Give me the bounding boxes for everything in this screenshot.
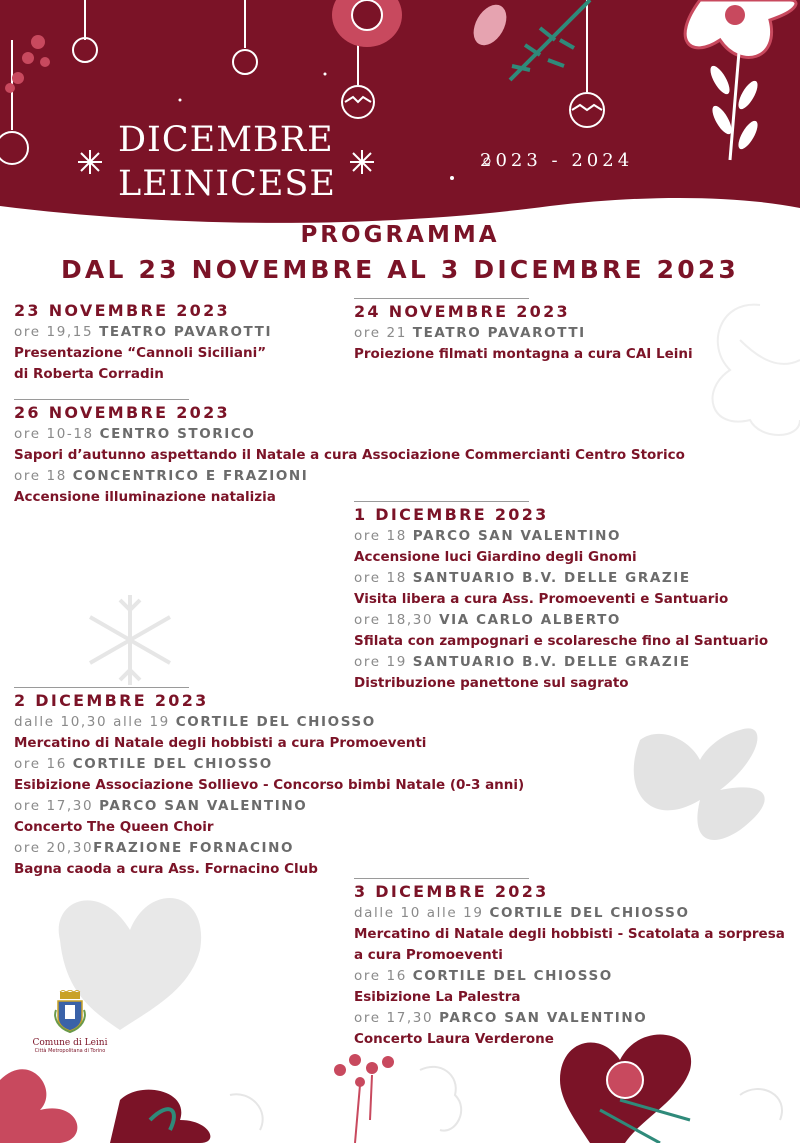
event-time: ore 19 SANTUARIO B.V. DELLE GRAZIE — [354, 654, 691, 670]
event-description: Visita libera a cura Ass. Promoeventi e Santuario — [354, 591, 729, 607]
day-section — [14, 399, 685, 508]
event-description: Sfilata con zampognari e scolaresche fino al Santuario — [354, 633, 769, 649]
event-time: ore 21 TEATRO PAVAROTTI — [354, 325, 586, 341]
event-description: Proiezione filmati montagna a cura CAI Leini — [354, 346, 693, 362]
event-time: ore 16 CORTILE DEL CHIOSSO — [14, 756, 273, 772]
day-section — [14, 687, 524, 880]
event-description: Mercatino di Natale degli hobbisti a cura Promoeventi — [14, 735, 427, 751]
header-years: 2023 - 2024 — [480, 150, 634, 171]
divider — [14, 687, 189, 688]
event-time: ore 17,30 PARCO SAN VALENTINO — [354, 1010, 648, 1026]
title-line-2: LEINICESE — [118, 164, 336, 204]
event-time: ore 18 PARCO SAN VALENTINO — [354, 528, 622, 544]
event-venue: PARCO SAN VALENTINO — [439, 1010, 648, 1026]
event-description: Accensione luci Giardino degli Gnomi — [354, 549, 637, 565]
event-venue: SANTUARIO B.V. DELLE GRAZIE — [412, 654, 691, 670]
divider — [14, 399, 189, 400]
municipality-logo — [30, 990, 110, 1054]
event-venue: PARCO SAN VALENTINO — [99, 798, 308, 814]
event-description: di Roberta Corradin — [14, 366, 164, 382]
event-description: Concerto Laura Verderone — [354, 1031, 554, 1047]
event-time: ore 17,30 PARCO SAN VALENTINO — [14, 798, 308, 814]
event-description: Presentazione “Cannoli Siciliani” — [14, 345, 267, 361]
event-description: Bagna caoda a cura Ass. Fornacino Club — [14, 861, 318, 877]
event-venue: CONCENTRICO E FRAZIONI — [72, 468, 309, 484]
event-description: Esibizione Associazione Sollievo - Concorso bimbi Natale (0-3 anni) — [14, 777, 525, 793]
event-venue: CORTILE DEL CHIOSSO — [412, 968, 613, 984]
logo-subtitle: Città Metropolitana di Torino — [34, 1048, 106, 1054]
event-description: Accensione illuminazione natalizia — [14, 489, 276, 505]
event-venue: PARCO SAN VALENTINO — [412, 528, 622, 544]
day-section — [354, 501, 768, 694]
event-description: Mercatino di Natale degli hobbisti - Scatolata a sorpresa — [354, 926, 785, 942]
day-date: 24 NOVEMBRE 2023 — [354, 302, 570, 321]
event-description: Distribuzione panettone sul sagrato — [354, 675, 629, 691]
event-venue: CORTILE DEL CHIOSSO — [72, 756, 273, 772]
event-description: Concerto The Queen Choir — [14, 819, 214, 835]
event-venue: TEATRO PAVAROTTI — [412, 325, 586, 341]
day-section — [354, 878, 785, 1050]
program-title: PROGRAMMA — [300, 222, 500, 248]
event-venue: CENTRO STORICO — [99, 426, 256, 442]
event-venue: CORTILE DEL CHIOSSO — [489, 905, 690, 921]
program-subtitle: DAL 23 NOVEMBRE AL 3 DICEMBRE 2023 — [60, 255, 740, 284]
divider — [354, 501, 529, 502]
day-date: 23 NOVEMBRE 2023 — [14, 301, 230, 320]
day-section — [354, 298, 693, 365]
logo-name: Comune di Leini — [32, 1038, 108, 1048]
event-time: ore 19,15 TEATRO PAVAROTTI — [14, 324, 273, 340]
event-description: a cura Promoeventi — [354, 947, 503, 963]
event-venue: CORTILE DEL CHIOSSO — [175, 714, 376, 730]
day-date: 1 DICEMBRE 2023 — [354, 505, 549, 524]
divider — [354, 298, 529, 299]
event-venue: FRAZIONE FORNACINO — [93, 840, 295, 856]
event-description: Esibizione La Palestra — [354, 989, 521, 1005]
event-time: ore 10-18 CENTRO STORICO — [14, 426, 256, 442]
event-time: ore 18 CONCENTRICO E FRAZIONI — [14, 468, 309, 484]
divider — [354, 878, 529, 879]
event-time: ore 20,30FRAZIONE FORNACINO — [14, 840, 295, 856]
event-time: dalle 10 alle 19 CORTILE DEL CHIOSSO — [354, 905, 690, 921]
title-line-1: DICEMBRE — [118, 120, 334, 160]
day-section — [14, 300, 272, 385]
coat-of-arms-icon — [53, 990, 87, 1034]
day-date: 26 NOVEMBRE 2023 — [14, 403, 230, 422]
event-time: dalle 10,30 alle 19 CORTILE DEL CHIOSSO — [14, 714, 376, 730]
event-time: ore 18,30 VIA CARLO ALBERTO — [354, 612, 621, 628]
event-description: Sapori d’autunno aspettando il Natale a cura Associazione Commercianti Centro Storico — [14, 447, 685, 463]
event-venue: TEATRO PAVAROTTI — [99, 324, 273, 340]
day-date: 3 DICEMBRE 2023 — [354, 882, 549, 901]
event-time: ore 18 SANTUARIO B.V. DELLE GRAZIE — [354, 570, 691, 586]
day-date: 2 DICEMBRE 2023 — [14, 691, 209, 710]
event-time: ore 16 CORTILE DEL CHIOSSO — [354, 968, 613, 984]
event-venue: VIA CARLO ALBERTO — [439, 612, 621, 628]
event-venue: SANTUARIO B.V. DELLE GRAZIE — [412, 570, 691, 586]
